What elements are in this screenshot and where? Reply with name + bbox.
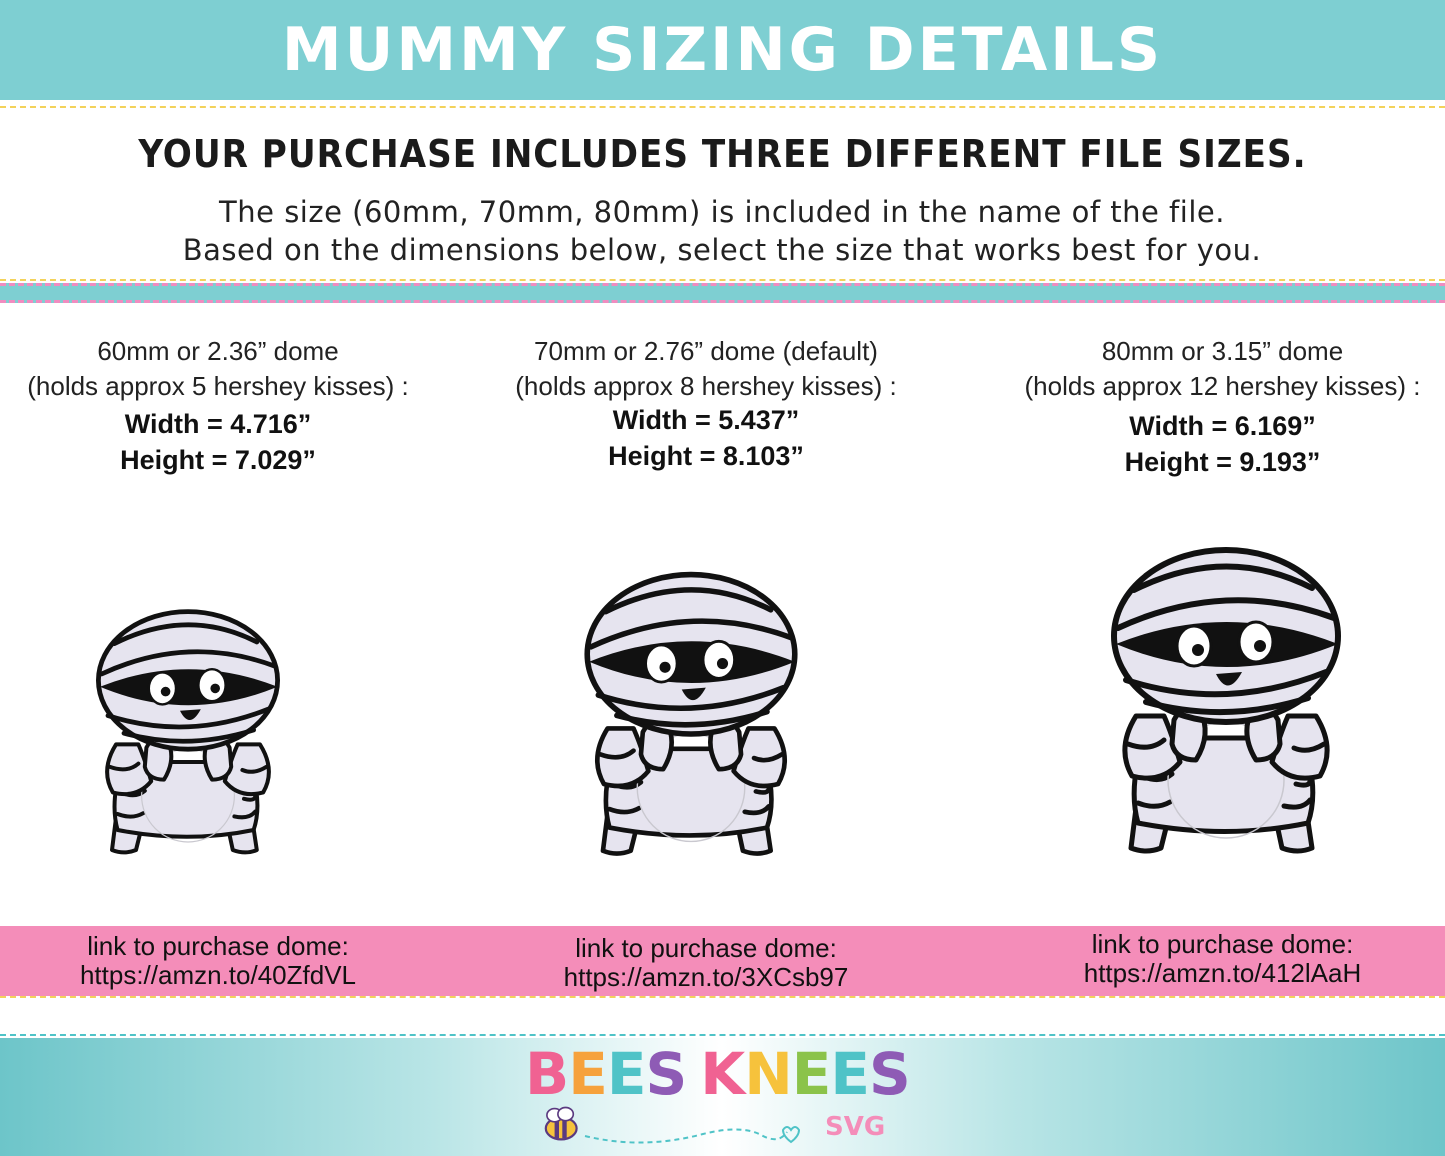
size-height: Height = 8.103” [608,441,804,471]
size-column-70mm [488,334,924,474]
intro-line-2: Based on the dimensions below, select the size that works best for you. [182,233,1262,267]
logo-word-knees [700,1040,910,1108]
size-column-60mm [0,334,436,478]
logo-letter: N [744,1040,792,1108]
purchase-link-label: link to purchase dome: [1091,929,1354,959]
subheading: YOUR PURCHASE INCLUDES THREE DIFFERENT FILE SIZES. [138,132,1307,176]
logo-word-bees [525,1040,686,1108]
size-width: Width = 5.437” [612,405,800,435]
divider-dashed-yellow [0,106,1445,108]
logo-sub: SVG [825,1112,886,1142]
divider-dashed-teal [0,1034,1445,1036]
size-capacity: (holds approx 8 hershey kisses) : [515,371,897,401]
divider-dashed-pink [0,283,1445,286]
logo-letter: E [568,1040,607,1108]
size-width: Width = 6.169” [1129,411,1316,441]
purchase-link-label: link to purchase dome: [575,933,837,963]
flight-trail-icon [583,1124,833,1148]
purchase-link-url[interactable]: https://amzn.to/40ZfdVL [79,960,357,990]
purchase-link-80mm[interactable] [1000,930,1445,988]
logo-letter: E [791,1040,831,1108]
purchase-link-70mm[interactable] [488,934,924,992]
purchase-link-url[interactable]: https://amzn.to/3XCsb97 [563,962,849,992]
page-title: MUMMY SIZING DETAILS [281,15,1164,85]
bee-icon [537,1102,581,1146]
purchase-link-url[interactable]: https://amzn.to/412lAaH [1083,958,1362,988]
logo-letter: K [700,1040,745,1108]
size-width: Width = 4.716” [124,409,312,439]
divider-dashed-yellow [0,279,1445,281]
mummy-illustration-80mm [1076,516,1376,900]
purchase-link-60mm[interactable] [0,932,436,990]
intro-line-1: The size (60mm, 70mm, 80mm) is included in the name of the file. [219,195,1225,229]
logo-letter: S [645,1040,687,1108]
logo [525,1040,925,1150]
mummy-illustration-70mm [552,546,830,896]
divider-dashed-pink [0,300,1445,303]
header-band [0,0,1445,100]
logo-letter: S [869,1040,910,1108]
size-title: 70mm or 2.76” dome (default) [534,336,878,366]
size-height: Height = 9.193” [1124,447,1321,477]
size-capacity: (holds approx 5 hershey kisses) : [27,371,409,401]
size-title: 80mm or 3.15” dome [1101,336,1344,366]
size-title: 60mm or 2.36” dome [97,336,339,366]
logo-letter: E [606,1040,646,1108]
purchase-link-label: link to purchase dome: [87,931,349,961]
mummy-illustration-60mm [68,582,308,894]
size-height: Height = 7.029” [120,445,316,475]
logo-letter: E [830,1040,869,1108]
size-capacity: (holds approx 12 hershey kisses) : [1024,371,1421,401]
size-column-80mm [1000,334,1445,480]
logo-wordmark [525,1040,910,1108]
logo-letter: B [525,1040,569,1108]
divider-dashed-yellow [0,996,1445,998]
